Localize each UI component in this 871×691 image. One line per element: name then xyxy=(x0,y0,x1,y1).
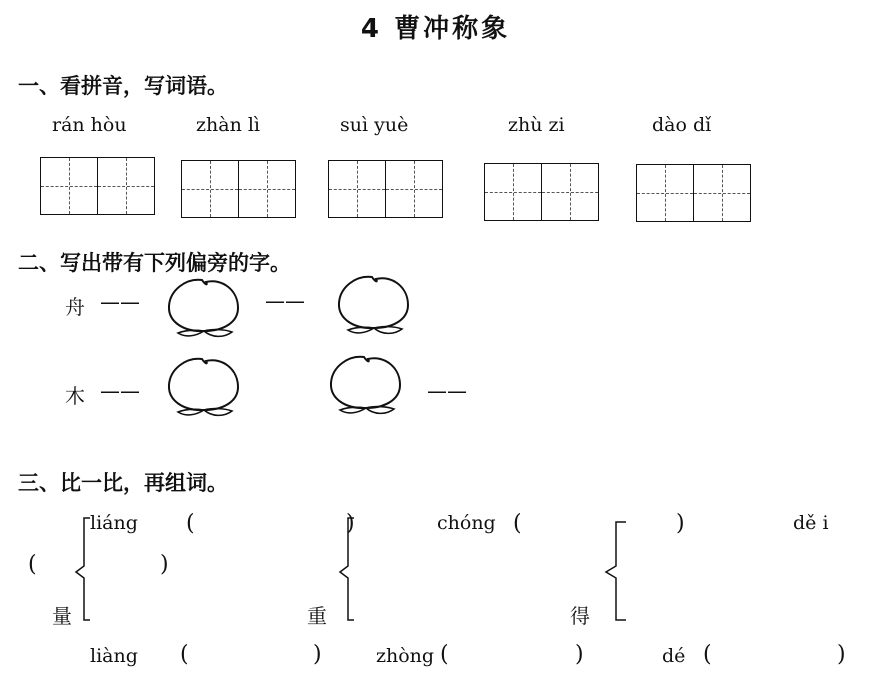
writing-cell[interactable] xyxy=(181,160,239,218)
open-paren: ( xyxy=(440,642,449,667)
open-paren: ( xyxy=(180,642,189,667)
writing-cell[interactable] xyxy=(328,160,386,218)
pinyin-label: zhù zi xyxy=(508,114,565,136)
open-paren: ( xyxy=(703,642,712,667)
connector-dash: —— xyxy=(100,290,140,314)
open-paren: ( xyxy=(28,552,37,577)
writing-cell[interactable] xyxy=(541,163,599,221)
writing-cell[interactable] xyxy=(238,160,296,218)
pinyin-label: dào dǐ xyxy=(652,114,712,136)
close-paren: ) xyxy=(160,552,169,577)
writing-grid[interactable] xyxy=(181,160,294,218)
radical-label: 木 xyxy=(65,384,85,408)
writing-cell[interactable] xyxy=(385,160,443,218)
peach-answer-box[interactable] xyxy=(166,276,242,340)
writing-grid[interactable] xyxy=(484,163,597,221)
writing-grid[interactable] xyxy=(40,157,153,215)
compare-char: 得 xyxy=(570,604,590,628)
pinyin-label: dé xyxy=(662,645,686,667)
close-paren: ) xyxy=(313,642,322,667)
connector-dash: —— xyxy=(427,379,467,403)
writing-cell[interactable] xyxy=(693,164,751,222)
close-paren: ) xyxy=(346,511,355,536)
section-1-heading: 一、看拼音，写词语。 xyxy=(18,74,228,98)
peach-answer-box[interactable] xyxy=(336,273,412,337)
compare-char: 量 xyxy=(52,604,72,628)
close-paren: ) xyxy=(676,511,685,536)
brace-icon xyxy=(68,512,98,628)
peach-answer-box[interactable] xyxy=(166,355,242,419)
close-paren: ) xyxy=(575,642,584,667)
pinyin-label: suì yuè xyxy=(340,114,409,136)
pinyin-label: chóng xyxy=(437,512,496,534)
brace-icon xyxy=(598,512,628,628)
section-3-heading: 三、比一比，再组词。 xyxy=(18,471,228,495)
writing-cell[interactable] xyxy=(40,157,98,215)
peach-answer-box[interactable] xyxy=(328,353,404,417)
writing-grid[interactable] xyxy=(636,164,749,222)
pinyin-label: dě i xyxy=(793,512,829,534)
connector-dash: —— xyxy=(100,379,140,403)
writing-grid[interactable] xyxy=(328,160,441,218)
pinyin-label: zhàn lì xyxy=(196,114,261,136)
connector-dash: —— xyxy=(265,289,305,313)
writing-cell[interactable] xyxy=(97,157,155,215)
pinyin-label: liàng xyxy=(90,645,138,667)
section-2-heading: 二、写出带有下列偏旁的字。 xyxy=(18,251,291,275)
pinyin-label: rán hòu xyxy=(52,114,127,136)
pinyin-label: liáng xyxy=(90,512,138,534)
page-title: 4 曹冲称象 xyxy=(360,14,511,44)
writing-cell[interactable] xyxy=(484,163,542,221)
brace-icon xyxy=(332,512,362,628)
pinyin-label: zhòng xyxy=(376,645,435,667)
radical-label: 舟 xyxy=(65,295,85,319)
open-paren: ( xyxy=(513,511,522,536)
open-paren: ( xyxy=(186,511,195,536)
close-paren: ) xyxy=(837,642,846,667)
writing-cell[interactable] xyxy=(636,164,694,222)
compare-char: 重 xyxy=(307,604,327,628)
